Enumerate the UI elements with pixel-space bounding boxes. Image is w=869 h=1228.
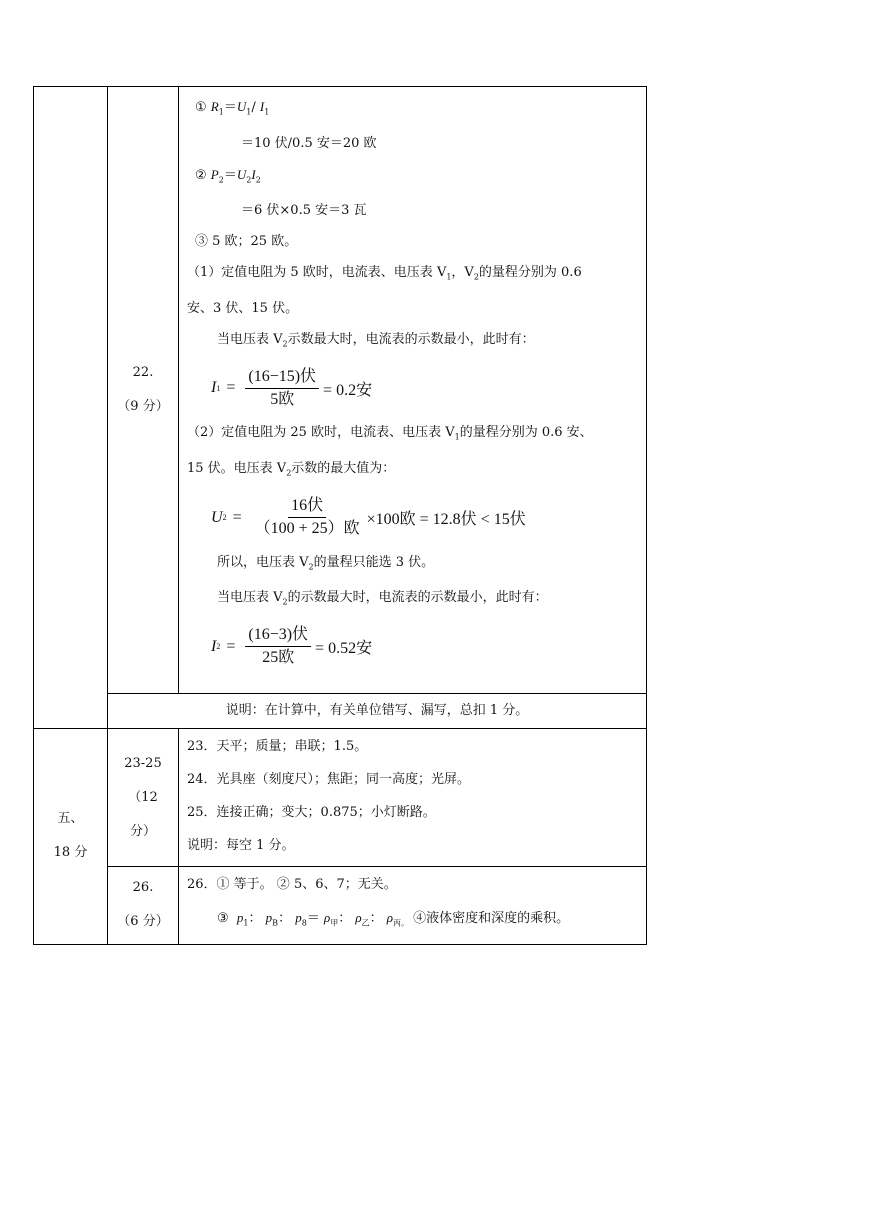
text: （1）定值电阻为 5 欧时，电流表、电压表 V [187,265,447,281]
q23-25-score-a: （12 [128,789,158,805]
row-q22 [34,87,647,694]
denominator: 5欧 [270,390,295,408]
numerator: 16伏 [288,496,326,518]
sub: 2 [216,642,221,652]
text: 的量程分别为 0.6 安、 [459,425,593,441]
q22-part1-line2: 安、3 伏、15 伏。 [187,300,299,316]
q22-part2-line1 [187,417,640,453]
sub: 1 [246,107,252,117]
sub: 1 [454,432,460,442]
eq: ＝ [223,100,237,115]
sub: 2 [308,562,314,572]
q22-label: 22. [132,365,154,380]
slash: / [251,100,256,115]
fraction [252,496,363,539]
sub: 2 [473,272,479,282]
result: = 0.2安 [323,381,373,399]
denominator: 25欧 [262,649,295,667]
text: （2）定值电阻为 25 欧时，电流表、电压表 V [187,425,455,441]
sub: 1 [216,383,221,393]
sub: 2 [282,339,288,349]
q23-25-number-cell [108,729,179,867]
sub: B [272,918,279,928]
q22-line3 [187,159,640,196]
q22-line2: ＝10 伏/0.5 安＝20 欧 [241,135,377,151]
q22-part2-line2 [187,453,640,489]
section5-title: 五、 [57,811,84,827]
sub: 8 [301,918,307,928]
q22-part2-line4 [187,582,640,618]
text: 15 伏。电压表 V [187,460,287,476]
q22-part1-line3 [187,324,640,360]
q26-line2 [187,902,640,940]
formula-I2 [187,618,640,676]
answer-table [33,86,647,945]
q26-label: 26. [132,880,154,896]
q26-number-cell [108,867,179,945]
q22-part2-line3 [187,547,640,583]
symbol: I [211,637,217,655]
sub: 甲 [330,918,339,928]
text: 的量程分别为 0.6 [478,265,582,281]
symbol-rho: ρ [386,910,394,925]
section5-score: 18 分 [53,845,88,861]
sub: 2 [286,468,292,478]
sub: 1 [264,107,270,117]
q22-line5: ③ 5 欧；25 欧。 [195,234,298,250]
sub: 1 [446,272,452,282]
sub: 2 [222,513,227,523]
symbol-I: I [251,166,256,182]
q22-score: （9 分） [117,399,169,414]
q23-25-note: 说明：每空 1 分。 [187,838,295,853]
symbol-U: U [236,166,247,182]
symbol-R: R [210,99,219,114]
eq: ＝ [306,911,320,926]
text: 的示数最大时，电流表的示数最小，此时有： [287,590,548,606]
text: 当电压表 V [217,590,283,606]
circle-1: ① [195,100,207,115]
text: 示数的最大值为： [291,460,396,476]
fraction [245,367,319,410]
fraction [245,625,311,668]
result: ×100欧 = 12.8伏 < 15伏 [366,511,526,529]
sub: 1 [243,918,249,928]
result: = 0.52安 [315,640,373,658]
eq: ＝ [223,167,237,183]
symbol-U: U [236,99,247,114]
row-note1 [34,694,647,729]
sep: ： [278,911,292,926]
q22-line1 [187,91,640,128]
q23-25-content-cell [179,729,647,867]
formula-I1 [187,359,640,417]
symbol-rho: ρ [355,910,362,925]
text: 所以，电压表 V [217,554,309,570]
sub: 丙。 [393,918,410,928]
text: ④液体密度和深度的乘积。 [409,911,570,926]
q26-content-cell [179,867,647,945]
text: ，V [451,265,474,281]
q23-25-score-b: 分） [129,823,156,839]
sub: 乙 [361,918,370,928]
q26-line1: 26．① 等于。 ② 5、6、7；无关。 [187,877,397,892]
sep: ： [248,911,262,926]
symbol-I: I [259,99,265,114]
row-q26 [34,867,647,945]
sep: ： [338,911,352,926]
text: 示数最大时，电流表的示数最小，此时有： [287,331,535,347]
sub: 2 [282,597,288,607]
sub: 2 [246,175,252,185]
row-q23-25 [34,729,647,867]
sub: 1 [218,107,224,117]
sub: 2 [255,175,261,185]
symbol-p: p [265,910,273,925]
eq: = [232,508,242,526]
text: 当电压表 V [217,331,283,347]
q22-content-cell [179,87,647,694]
symbol-P: P [210,166,219,182]
symbol: I [211,379,217,397]
q22-part1-line1 [187,257,640,293]
numerator: (16−15)伏 [245,367,319,389]
eq: = [226,637,236,655]
q24-line: 24．光具座（刻度尺）；焦距；同一高度；光屏。 [187,772,471,787]
q22-number-cell [108,87,179,694]
symbol: U [211,508,223,526]
sub: 2 [218,175,224,185]
q23-25-label: 23-25 [124,755,162,771]
circle-2: ② [195,167,207,183]
q23-line: 23．天平；质量；串联；1.5。 [187,739,368,754]
text: 的量程只能选 3 伏。 [313,554,435,570]
formula-U2 [187,489,640,547]
numerator: (16−3)伏 [245,625,311,647]
q26-score: （6 分） [117,914,169,930]
symbol-p: p [236,910,244,925]
symbol-p: p [295,910,302,925]
symbol-rho: ρ [323,910,331,925]
q25-line: 25．连接正确；变大；0.875；小灯断路。 [187,805,436,820]
circle-3: ③ [217,911,229,926]
section5-cell [34,729,108,945]
denominator: （100 + 25）欧 [254,520,360,538]
q22-line4: ＝6 伏×0.5 安＝3 瓦 [241,203,367,219]
eq: = [226,379,236,397]
section-cell-blank [34,87,108,729]
note1: 说明：在计算中，有关单位错写、漏写，总扣 1 分。 [108,694,647,729]
sep: ： [369,911,383,926]
